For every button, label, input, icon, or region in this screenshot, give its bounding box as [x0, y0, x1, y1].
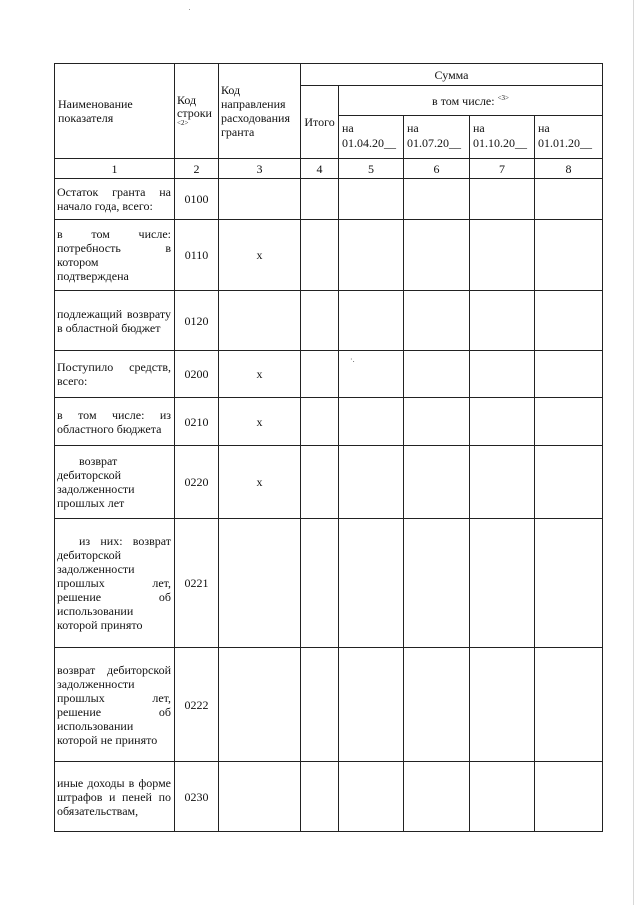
row-code: 0222 [175, 648, 219, 762]
header-date-q2: на 01.07.20__ [404, 116, 470, 159]
cell-q2 [404, 291, 470, 351]
table-row [55, 351, 603, 398]
cell-q2 [404, 179, 470, 220]
row-direction [219, 291, 301, 351]
cell-q4 [535, 398, 603, 446]
cell-q3 [470, 291, 535, 351]
header-including [339, 86, 603, 116]
scan-mark: ·. [350, 355, 355, 364]
table-row [55, 220, 603, 291]
row-direction [219, 762, 301, 832]
row-code: 0120 [175, 291, 219, 351]
cell-q4 [535, 291, 603, 351]
column-number: 6 [404, 159, 470, 179]
cell-q2 [404, 220, 470, 291]
row-name: в том числе: потребность в котором подтверждена [55, 220, 175, 291]
row-code: 0110 [175, 220, 219, 291]
column-number: 3 [219, 159, 301, 179]
cell-q3 [470, 519, 535, 648]
row-name: из них: возврат дебиторской задолженности прошлых лет, решение об использовании которой принято [55, 519, 175, 648]
row-name: подлежащий возврату в областной бюджет [55, 291, 175, 351]
cell-q4 [535, 648, 603, 762]
cell-q4 [535, 179, 603, 220]
cell-q1 [339, 179, 404, 220]
column-number-row [55, 159, 603, 179]
row-code: 0230 [175, 762, 219, 832]
cell-q4 [535, 762, 603, 832]
cell-total [301, 220, 339, 291]
table-row [55, 446, 603, 519]
cell-q1 [339, 220, 404, 291]
cell-q4 [535, 446, 603, 519]
row-code: 0220 [175, 446, 219, 519]
header-code [175, 64, 219, 159]
header-date-q1: на 01.04.20__ [339, 116, 404, 159]
row-name: Поступило средств, всего: [55, 351, 175, 398]
column-number: 1 [55, 159, 175, 179]
header-code-label: Код строки [177, 92, 212, 120]
column-number: 7 [470, 159, 535, 179]
cell-total [301, 179, 339, 220]
cell-q4 [535, 351, 603, 398]
cell-q2 [404, 398, 470, 446]
table-row [55, 291, 603, 351]
column-number: 2 [175, 159, 219, 179]
cell-q3 [470, 398, 535, 446]
row-code: 0200 [175, 351, 219, 398]
table-row [55, 762, 603, 832]
cell-total [301, 398, 339, 446]
row-direction [219, 179, 301, 220]
row-direction [219, 519, 301, 648]
cell-q3 [470, 179, 535, 220]
header-sum: Сумма [301, 64, 603, 86]
cell-total [301, 291, 339, 351]
cell-q1 [339, 446, 404, 519]
row-code: 0210 [175, 398, 219, 446]
cell-q1 [339, 398, 404, 446]
cell-q2 [404, 762, 470, 832]
cell-q1 [339, 291, 404, 351]
row-code: 0221 [175, 519, 219, 648]
cell-total [301, 351, 339, 398]
row-name: иные доходы в форме штрафов и пеней по обязательствам, [55, 762, 175, 832]
cell-q2 [404, 648, 470, 762]
column-number: 8 [535, 159, 603, 179]
column-number: 5 [339, 159, 404, 179]
header-row-1 [55, 64, 603, 86]
cell-q1 [339, 648, 404, 762]
cell-total [301, 519, 339, 648]
header-code-note: <2> [177, 118, 189, 127]
cell-q3 [470, 648, 535, 762]
grant-report-table [54, 63, 603, 832]
cell-q1 [339, 519, 404, 648]
table-row [55, 398, 603, 446]
cell-total [301, 762, 339, 832]
cell-total [301, 446, 339, 519]
page-edge-shadow [633, 0, 634, 905]
cell-q1 [339, 762, 404, 832]
cell-q3 [470, 762, 535, 832]
header-direction: Код направления расходования гранта [219, 64, 301, 159]
table-row [55, 519, 603, 648]
table-row [55, 648, 603, 762]
cell-q2 [404, 446, 470, 519]
header-date-q3: на 01.10.20__ [470, 116, 535, 159]
header-including-label: в том числе: [432, 93, 495, 108]
row-code: 0100 [175, 179, 219, 220]
row-direction: x [219, 446, 301, 519]
row-name: в том числе: из областного бюджета [55, 398, 175, 446]
row-name: возврат дебиторской задолженности прошлых лет [55, 446, 175, 519]
column-number: 4 [301, 159, 339, 179]
row-name: возврат дебиторской задолженности прошлых лет, решение об использовании которой не принято [55, 648, 175, 762]
cell-q3 [470, 220, 535, 291]
row-name: Остаток гранта на начало года, всего: [55, 179, 175, 220]
scan-speck [189, 9, 190, 10]
row-direction: x [219, 220, 301, 291]
row-direction: x [219, 351, 301, 398]
header-including-note: <3> [497, 93, 510, 102]
header-total: Итого [301, 86, 339, 159]
cell-q2 [404, 519, 470, 648]
header-name: Наименование показателя [55, 64, 175, 159]
row-direction [219, 648, 301, 762]
header-date-q4: на 01.01.20__ [535, 116, 603, 159]
cell-q4 [535, 220, 603, 291]
table-row [55, 179, 603, 220]
cell-q2 [404, 351, 470, 398]
cell-q3 [470, 351, 535, 398]
cell-total [301, 648, 339, 762]
row-direction: x [219, 398, 301, 446]
cell-q4 [535, 519, 603, 648]
cell-q3 [470, 446, 535, 519]
cell-q1 [339, 351, 404, 398]
